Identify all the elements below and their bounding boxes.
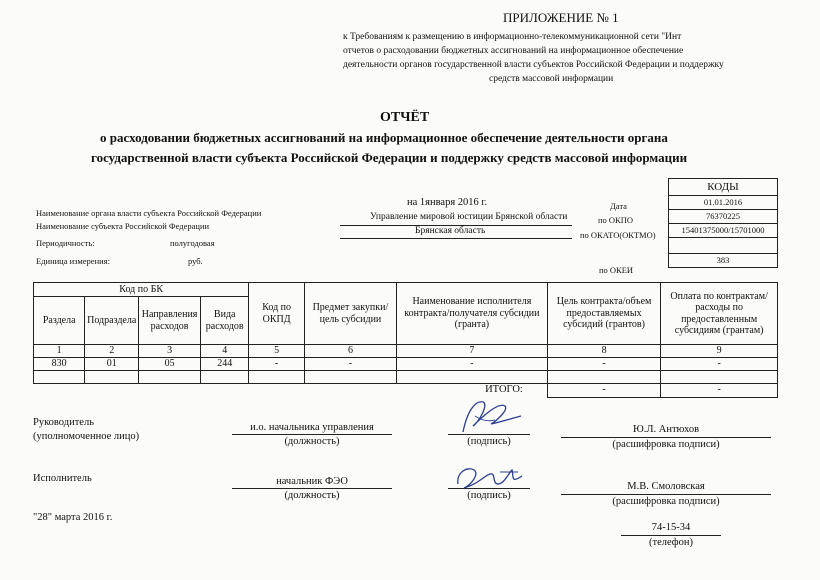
table-cell: - [249, 357, 305, 370]
executor-signature-caption: (подпись) [467, 490, 511, 501]
total-goal: - [547, 383, 660, 397]
header-section: Раздела [34, 297, 85, 345]
report-table [33, 282, 778, 398]
appendix-title: ПРИЛОЖЕНИЕ № 1 [503, 10, 619, 25]
table-cell: - [396, 357, 547, 370]
subject-label: Наименование субъекта Российской Федерации [36, 221, 210, 231]
phone-line [621, 535, 721, 536]
executor-position-caption: (должность) [284, 490, 340, 501]
unit-label: Единица измерения: [36, 256, 110, 266]
executor-name-caption: (расшифровка подписи) [612, 496, 720, 507]
table-cell [85, 370, 139, 383]
executor-position-line [232, 488, 392, 489]
table-cell: - [547, 357, 660, 370]
table-cell [396, 370, 547, 383]
codes-okei: 383 [669, 254, 778, 268]
col-number: 8 [547, 345, 660, 358]
subject-value: Брянская область [415, 226, 486, 236]
table-cell [34, 370, 85, 383]
table-cell: 01 [85, 357, 139, 370]
table-cell [139, 370, 201, 383]
head-name-caption: (расшифровка подписи) [612, 439, 720, 450]
col-number: 2 [85, 345, 139, 358]
period-value: полугодовая [170, 238, 215, 248]
report-subtitle-2: государственной власти субъекта Российской Федерации и поддержку средств массовой информации [91, 150, 688, 165]
head-label-1: Руководитель [33, 417, 94, 428]
report-subtitle-1: о расходовании бюджетных ассигнований на информационное обеспечение деятельности органа [100, 130, 668, 145]
org-value: Управление мировой юстиции Брянской области [370, 212, 568, 222]
table-cell [249, 370, 305, 383]
total-payment: - [661, 383, 778, 397]
total-row [34, 383, 778, 397]
col-number: 4 [201, 345, 249, 358]
unit-value: руб. [188, 256, 203, 266]
header-subsection: Подраздела [85, 297, 139, 345]
report-title: ОТЧЁТ [380, 110, 430, 125]
codes-table [668, 178, 778, 268]
phone-caption: (телефон) [649, 537, 693, 548]
org-label: Наименование органа власти субъекта Российской Федерации [36, 208, 262, 218]
executor-signature-scribble [452, 462, 527, 496]
executor-name: М.В. Смоловская [627, 481, 705, 492]
appendix-line-3: деятельности органов государственной власти субъектов Российской Федерации и поддержку [343, 60, 724, 70]
table-cell: - [304, 357, 396, 370]
group-header-kbk: Код по БК [34, 283, 249, 297]
report-date: на 1января 2016 г. [407, 197, 488, 208]
codes-title: КОДЫ [669, 179, 778, 196]
header-subject: Предмет закупки/цель субсидии [304, 283, 396, 345]
head-position-caption: (должность) [284, 436, 340, 447]
period-label: Периодичность: [36, 238, 95, 248]
col-number: 9 [661, 345, 778, 358]
codes-label-okei: по ОКЕИ [599, 265, 634, 275]
table-row [34, 357, 778, 370]
head-name-line [561, 437, 771, 438]
phone: 74-15-34 [651, 522, 691, 533]
report-sign-date: "28" марта 2016 г. [33, 512, 113, 523]
codes-okato: 15401375000/15701000 [669, 224, 778, 238]
head-signature-scribble [455, 392, 525, 442]
table-cell: 05 [139, 357, 201, 370]
col-number: 5 [249, 345, 305, 358]
header-executor: Наименование исполнителя контракта/получателя субсидии (гранта) [396, 283, 547, 345]
table-cell: 830 [34, 357, 85, 370]
codes-okpo: 76370225 [669, 210, 778, 224]
head-position-line [232, 434, 392, 435]
table-cell [547, 370, 660, 383]
header-okpd: Код по ОКПД [249, 283, 305, 345]
codes-label-okpo: по ОКПО [598, 215, 634, 225]
head-label-2: (уполномоченное лицо) [33, 431, 140, 442]
table-cell [201, 370, 249, 383]
header-type: Вида расходов [201, 297, 249, 345]
col-number: 1 [34, 345, 85, 358]
table-cell: - [661, 357, 778, 370]
subject-underline [340, 238, 572, 239]
table-row [34, 370, 778, 383]
executor-name-line [561, 494, 771, 495]
codes-label-date: Дата [610, 201, 627, 211]
header-payment: Оплата по контрактам/расходы по предоставленным субсидиям (грантам) [661, 283, 778, 345]
header-direction: Направления расходов [139, 297, 201, 345]
head-signature-caption: (подпись) [467, 436, 511, 447]
col-number: 3 [139, 345, 201, 358]
table-cell: 244 [201, 357, 249, 370]
table-cell [304, 370, 396, 383]
appendix-line-2: отчетов о расходовании бюджетных ассигнований на информационное обеспечение [343, 46, 684, 56]
codes-empty [669, 238, 778, 254]
head-name: Ю.Л. Антюхов [632, 424, 700, 435]
table-cell [661, 370, 778, 383]
codes-label-okato: по ОКАТО(ОКТМО) [580, 230, 656, 240]
head-position: и.о. начальника управления [250, 422, 374, 433]
codes-date: 01.01.2016 [669, 196, 778, 210]
appendix-line-4: средств массовой информации [489, 74, 614, 84]
executor-position: начальник ФЭО [276, 476, 348, 487]
executor-label: Исполнитель [33, 473, 92, 484]
col-number: 6 [304, 345, 396, 358]
header-goal: Цель контракта/объем предоставляемых субсидий (грантов) [547, 283, 660, 345]
appendix-line-1: к Требованиям к размещению в информационно-телекоммуникационной сети "Инт [343, 32, 682, 42]
total-label: ИТОГО: [34, 383, 548, 397]
col-number: 7 [396, 345, 547, 358]
